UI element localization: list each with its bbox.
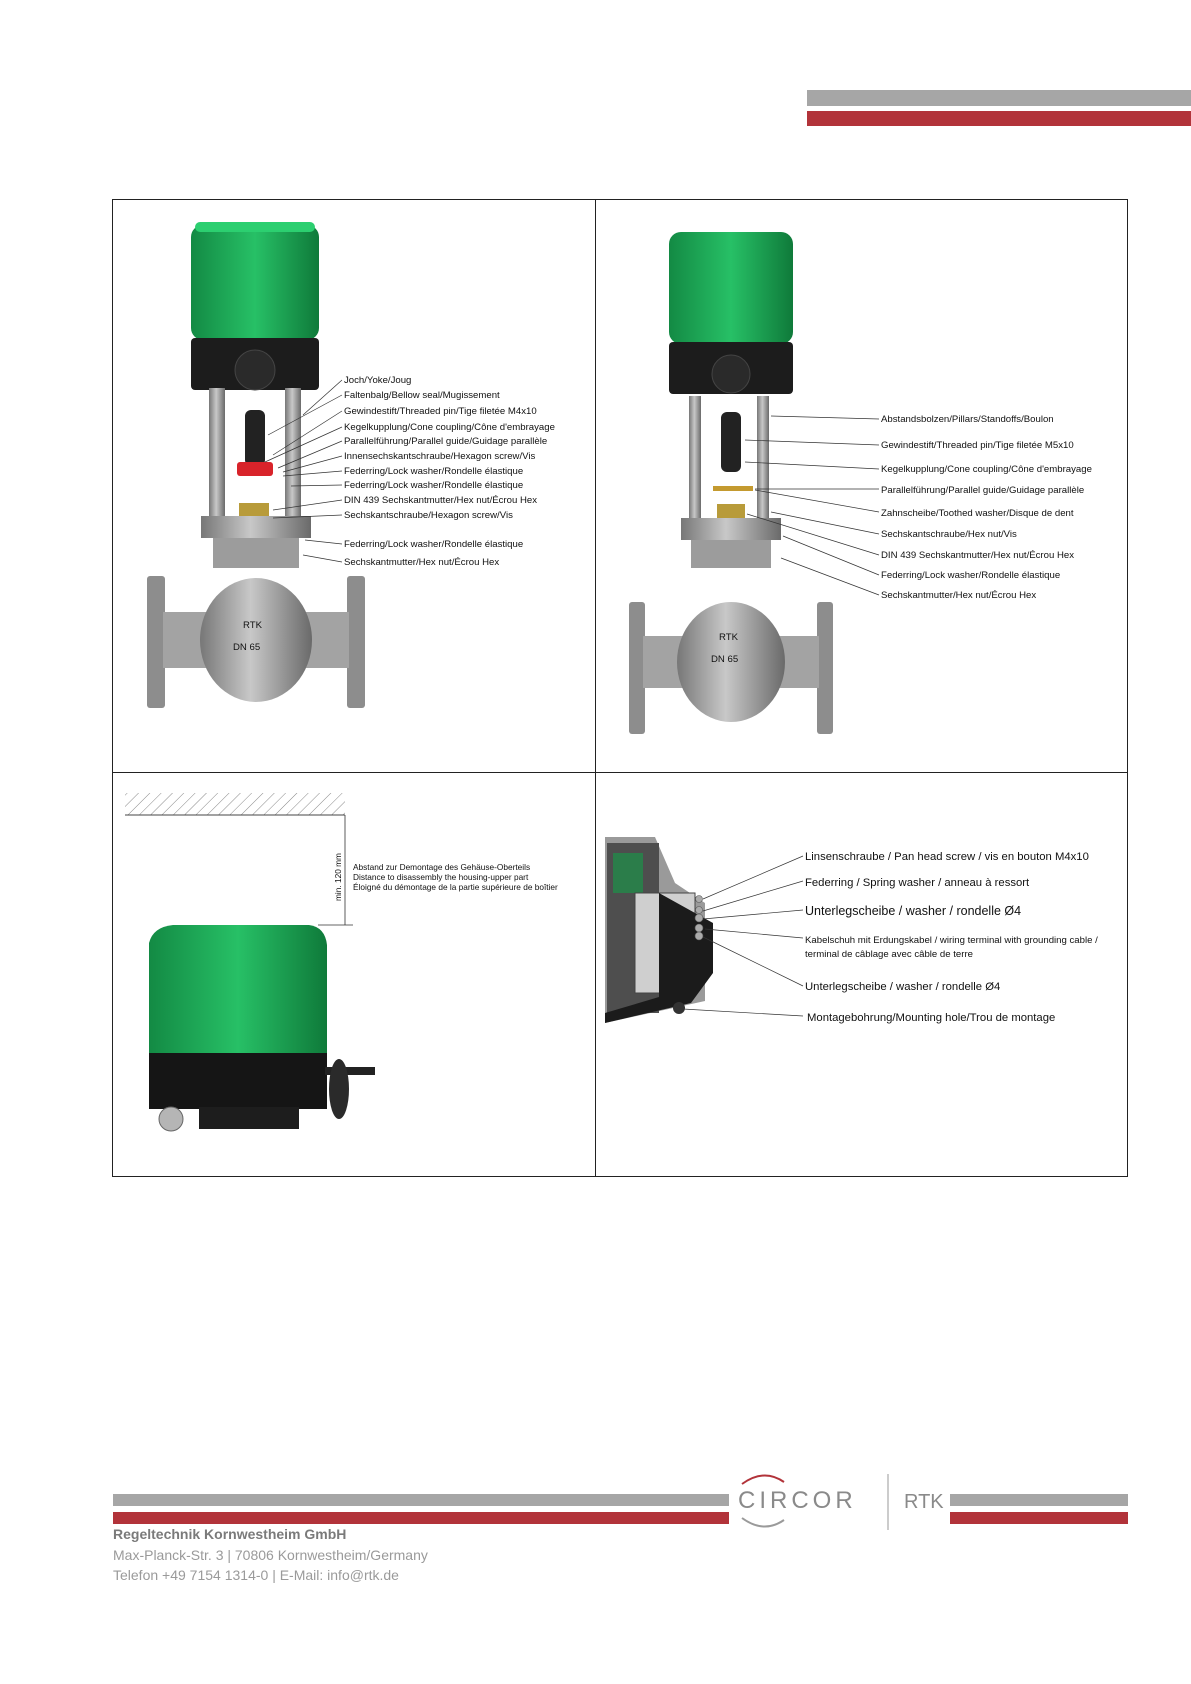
actuator-green-housing — [191, 222, 319, 340]
yoke-left-pillar — [209, 388, 225, 516]
footer-address-block — [113, 1524, 428, 1586]
footer-contact: Telefon +49 7154 1314-0 | E-Mail: info@rtk.de — [113, 1567, 399, 1583]
bonnet — [691, 540, 771, 568]
pillar-left — [689, 396, 701, 520]
actuator-base-lower — [199, 1107, 299, 1129]
p1-label-3: Gewindestift/Threaded pin/Tige filetée M4x10 — [344, 406, 537, 417]
pillar-right — [757, 396, 769, 520]
handwheel-icon — [325, 1059, 375, 1119]
footer-red-bar-right — [950, 1512, 1128, 1524]
actuator-green-housing — [669, 232, 793, 344]
figure-grid — [112, 199, 1128, 1177]
panel-3-clearance — [113, 773, 595, 1177]
body-mark-dn: DN 65 — [711, 654, 739, 665]
circor-rtk-logo — [734, 1470, 950, 1532]
p4-label-4: Kabelschuh mit Erdungskabel / wiring terminal with grounding cable / — [805, 935, 1098, 946]
p2-label-2: Gewindestift/Threaded pin/Tige filetée M5x10 — [881, 440, 1074, 451]
bonnet-plate — [681, 518, 781, 540]
bonnet-plate — [201, 516, 311, 538]
bellow-seal — [721, 412, 741, 472]
p3-line-2: Distance to disassembly the housing-upper part — [353, 872, 529, 882]
p1-label-4: Kegelkupplung/Cone coupling/Cône d'embrayage — [344, 422, 555, 433]
panel-2-valve-pillars — [595, 200, 1129, 772]
p3-line-1: Abstand zur Demontage des Gehäuse-Oberteils — [353, 862, 531, 872]
actuator-black-base — [149, 1053, 327, 1109]
p2-label-3: Kegelkupplung/Cone coupling/Cône d'embrayage — [881, 464, 1092, 475]
p2-label-9: Sechskantmutter/Hex nut/Écrou Hex — [881, 590, 1037, 601]
p2-label-4: Parallelführung/Parallel guide/Guidage parallèle — [881, 485, 1085, 496]
dimension-label: min. 120 mm — [333, 853, 343, 901]
p4-label-2: Federring / Spring washer / anneau à ressort — [805, 877, 1030, 889]
body-mark-rtk: RTK — [719, 632, 739, 643]
logo-brand: CIRCOR — [738, 1487, 857, 1514]
footer-company: Regeltechnik Kornwestheim GmbH — [113, 1526, 347, 1542]
handwheel-icon — [712, 355, 750, 393]
p1-label-6: Innensechskantschraube/Hexagon screw/Vis — [344, 451, 536, 462]
p3-line-3: Éloigné du démontage de la partie supérieure de boîtier — [353, 882, 558, 892]
p1-label-1: Joch/Yoke/Joug — [344, 375, 412, 386]
p2-label-7: DIN 439 Sechskantmutter/Hex nut/Écrou Hex — [881, 550, 1075, 561]
p1-label-9: DIN 439 Sechskantmutter/Hex nut/Écrou Hex — [344, 495, 538, 506]
p4-label-1: Linsenschraube / Pan head screw / vis en bouton M4x10 — [805, 851, 1089, 863]
body-mark-rtk: RTK — [243, 620, 263, 631]
logo-product: RTK — [904, 1491, 944, 1513]
p1-label-5: Parallelführung/Parallel guide/Guidage parallèle — [344, 436, 548, 447]
p4-label-7: Montagebohrung/Mounting hole/Trou de montage — [807, 1012, 1056, 1024]
ceiling-hatch — [125, 793, 345, 815]
cable-gland-icon — [159, 1107, 183, 1131]
parallel-guide-brass — [713, 486, 753, 491]
panel-1-valve-assembly — [113, 200, 595, 772]
bonnet — [213, 538, 299, 568]
p1-label-12: Sechskantmutter/Hex nut/Écrou Hex — [344, 557, 500, 568]
valve-body — [629, 602, 833, 734]
p2-label-1: Abstandsbolzen/Pillars/Standoffs/Boulon — [881, 414, 1054, 425]
p4-label-3: Unterlegscheibe / washer / rondelle Ø4 — [805, 904, 1022, 918]
actuator-green-housing — [149, 925, 327, 1055]
p1-label-2: Faltenbalg/Bellow seal/Mugissement — [344, 390, 500, 401]
p1-label-7: Federring/Lock washer/Rondelle élastique — [344, 466, 524, 477]
header-red-bar — [807, 111, 1191, 126]
p2-label-8: Federring/Lock washer/Rondelle élastique — [881, 570, 1061, 581]
footer-gray-bar-right — [950, 1494, 1128, 1506]
footer-gray-bar-left — [113, 1494, 729, 1506]
p1-label-10: Sechskantschraube/Hexagon screw/Vis — [344, 510, 513, 521]
bellow-seal — [245, 410, 265, 466]
body-mark-dn: DN 65 — [233, 642, 261, 653]
panel-4-grounding-detail — [595, 773, 1129, 1177]
header-gray-bar — [807, 90, 1191, 106]
p2-label-6: Sechskantschraube/Hex nut/Vis — [881, 529, 1017, 540]
p1-label-8: Federring/Lock washer/Rondelle élastique — [344, 480, 524, 491]
p1-label-11: Federring/Lock washer/Rondelle élastique — [344, 539, 524, 550]
handwheel-icon — [235, 350, 275, 390]
coupling-red — [237, 462, 273, 476]
p2-label-5: Zahnscheibe/Toothed washer/Disque de dent — [881, 508, 1074, 519]
footer-red-bar-left — [113, 1512, 729, 1524]
footer-address: Max-Planck-Str. 3 | 70806 Kornwestheim/Germany — [113, 1546, 428, 1563]
p4-label-6: Unterlegscheibe / washer / rondelle Ø4 — [805, 981, 1001, 993]
p4-label-5: terminal de câblage avec câble de terre — [805, 949, 973, 960]
